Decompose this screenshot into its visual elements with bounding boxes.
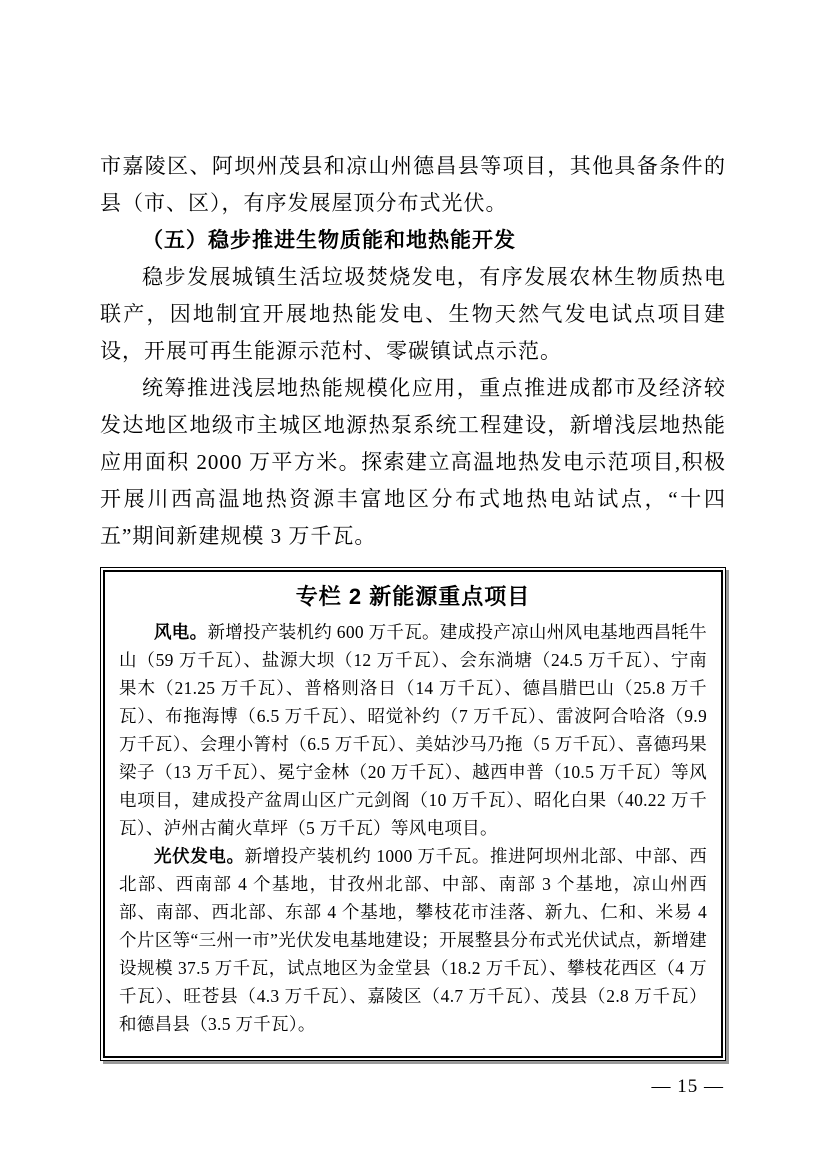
highlight-box: [100, 567, 726, 1061]
box-title: 专栏 2 新能源重点项目: [295, 584, 531, 609]
wind-power-paragraph: [119, 618, 707, 842]
paragraph-geothermal: 统筹推进浅层地热能规模化应用，重点推进成都市及经济较发达地区地级市主城区地源热泵系统工程建设，新增浅层地热能应用面积 2000 万平方米。探索建立高温地热发电示范项目,积极开展川西高温地热资源丰富地区分布式地热电站试点，“十四五”期间新建规模 3 万千瓦。: [100, 376, 726, 548]
page-number: — 15 —: [651, 1076, 724, 1097]
section-heading: （五）稳步推进生物质能和地热能开发: [142, 229, 516, 252]
paragraph-continuation: 市嘉陵区、阿坝州茂县和凉山州德昌县等项目，其他具备条件的县（市、区），有序发展屋顶分布式光伏。: [100, 154, 726, 215]
pv-text: 新增投产装机约 1000 万千瓦。推进阿坝州北部、中部、西北部、西南部 4 个基地，甘孜州北部、中部、南部 3 个基地，凉山州西部、南部、西北部、东部 4 个基地，攀枝花市洼落、新九、仁和、米易 4 个片区等“三州一市”光伏发电基地建设；开展整县分布式光伏试点，新增建设规模 37.5 万千瓦，试点地区为金堂县（18.2 万千瓦）、攀枝花西区（4 万千瓦）、旺苍县（4.3 万千瓦）、嘉陵区（4.7 万千瓦）、茂县（2.8 万千瓦）和德昌县（3.5 万千瓦）。: [119, 846, 707, 1034]
pv-label: 光伏发电。: [154, 846, 245, 866]
pv-paragraph: [119, 842, 707, 1038]
wind-power-label: 风电。: [154, 622, 208, 642]
highlight-box-inner: [103, 570, 723, 1058]
paragraph-biomass: 稳步发展城镇生活垃圾焚烧发电，有序发展农林生物质热电联产，因地制宜开展地热能发电、生物天然气发电试点项目建设，开展可再生能源示范村、零碳镇试点示范。: [100, 265, 726, 363]
wind-power-text: 新增投产装机约 600 万千瓦。建成投产凉山州风电基地西昌牦牛山（59 万千瓦）、盐源大坝（12 万千瓦）、会东淌塘（24.5 万千瓦）、宁南果木（21.25 万千瓦）、普格则洛日（14 万千瓦）、德昌腊巴山（25.8 万千瓦）、布拖海博（6.5 万千瓦）、昭觉补约（7 万千瓦）、雷波阿合哈洛（9.9 万千瓦）、会理小箐村（6.5 万千瓦）、美姑沙马乃拖（5 万千瓦）、喜德玛果梁子（13 万千瓦）、冕宁金林（20 万千瓦）、越西申普（10.5 万千瓦）等风电项目，建成投产盆周山区广元剑阁（10 万千瓦）、昭化白果（40.22 万千瓦）、泸州古蔺火草坪（5 万千瓦）等风电项目。: [119, 622, 707, 838]
